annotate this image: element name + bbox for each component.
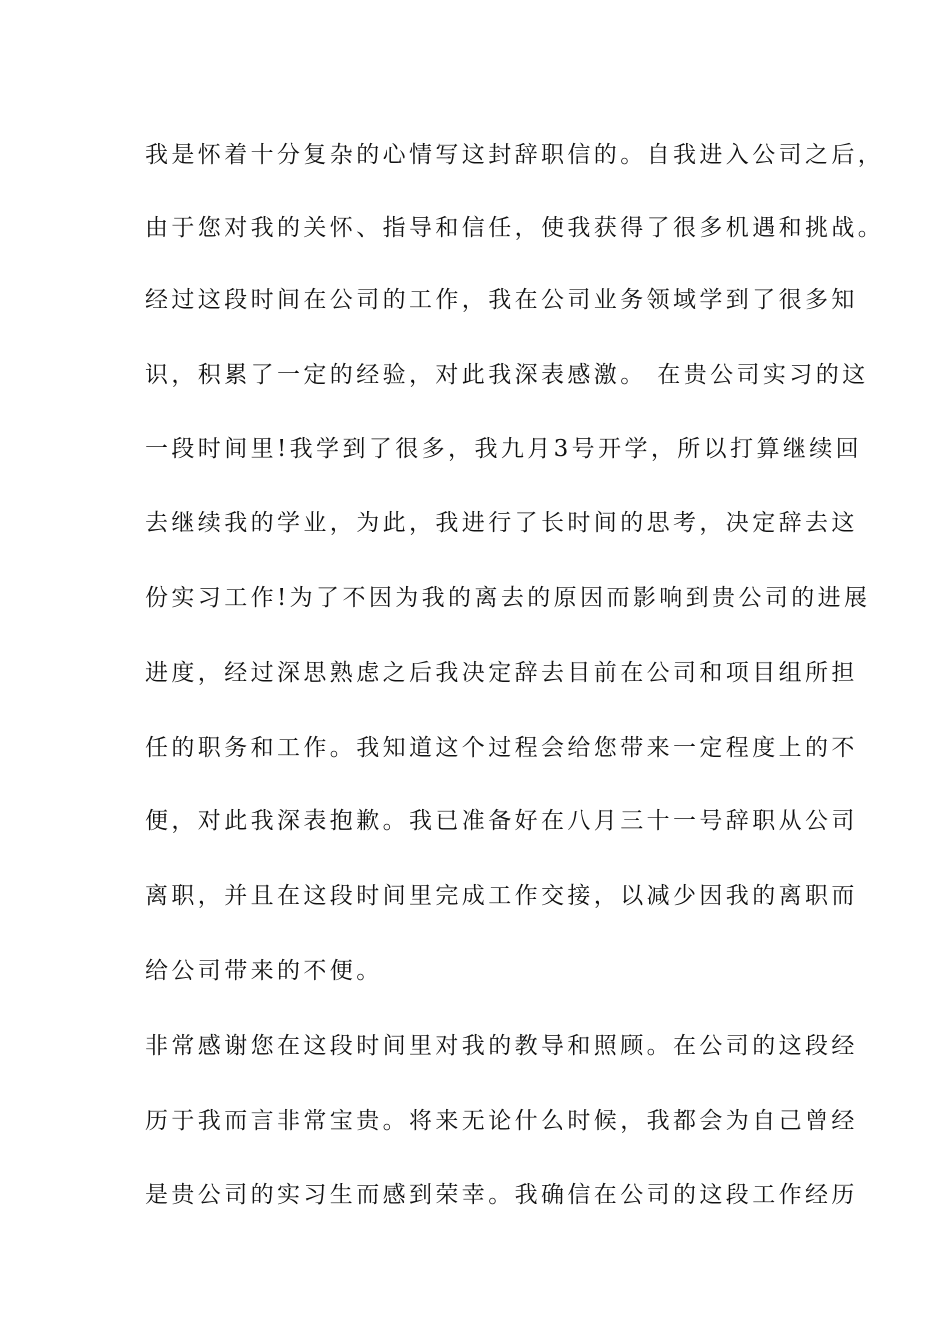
text-line: 去继续我的学业，为此，我进行了长时间的思考，决定辞去这 [145,510,858,536]
text-line: 是贵公司的实习生而感到荣幸。我确信在公司的这段工作经历 [145,1182,858,1208]
text-line: 一段时间里!我学到了很多，我九月3号开学，所以打算继续回 [145,436,863,462]
text-line: 我是怀着十分复杂的心情写这封辞职信的。自我进入公司之后， [145,142,885,168]
text-line: 任的职务和工作。我知道这个过程会给您带来一定程度上的不 [145,735,858,761]
text-line: 非常感谢您在这段时间里对我的教导和照顾。在公司的这段经 [145,1033,858,1059]
text-line: 便，对此我深表抱歉。我已准备好在八月三十一号辞职从公司 [145,808,858,834]
text-line: 由于您对我的关怀、指导和信任，使我获得了很多机遇和挑战。 [145,215,885,241]
text-line: 进度，经过深思熟虑之后我决定辞去目前在公司和项目组所担 [145,660,858,686]
text-line: 识，积累了一定的经验，对此我深表感激。 在贵公司实习的这 [145,362,869,388]
text-line: 份实习工作!为了不因为我的离去的原因而影响到贵公司的进展 [145,585,871,611]
text-line: 给公司带来的不便。 [145,958,383,984]
text-line: 经过这段时间在公司的工作，我在公司业务领域学到了很多知 [145,287,858,313]
text-line: 历于我而言非常宝贵。将来无论什么时候，我都会为自己曾经 [145,1108,858,1134]
text-line: 离职，并且在这段时间里完成工作交接，以减少因我的离职而 [145,883,858,909]
